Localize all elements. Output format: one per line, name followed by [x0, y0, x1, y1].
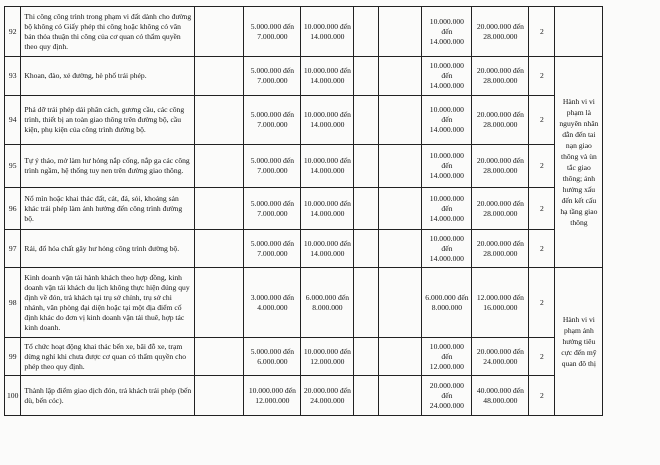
violation-description: Tự ý tháo, mở làm hư hỏng nắp cống, nắp ga các công trình ngầm, hệ thống tuy nen trên đường giao thông. [21, 145, 195, 188]
fine-proposed-min: 10.000.000 đến 14.000.000 [422, 230, 472, 268]
fine-increased: 6.000.000 đến 8.000.000 [301, 268, 354, 338]
table-row [5, 145, 603, 188]
empty-cell [379, 57, 422, 96]
fine-increased: 10.000.000 đến 14.000.000 [301, 7, 354, 57]
empty-cell [379, 376, 422, 416]
table-row [5, 376, 603, 416]
violation-description: Thành lập điểm giao dịch đón, trả khách trái phép (bến dù, bến cóc). [21, 376, 195, 416]
fine-proposed-min: 10.000.000 đến 14.000.000 [422, 7, 472, 57]
empty-cell [379, 338, 422, 376]
empty-cell [354, 188, 379, 230]
empty-cell [354, 145, 379, 188]
fine-current: 5.000.000 đến 7.000.000 [244, 145, 301, 188]
multiplier: 2 [529, 57, 555, 96]
fine-increased: 10.000.000 đến 14.000.000 [301, 145, 354, 188]
fine-proposed-min: 20.000.000 đến 24.000.000 [422, 376, 472, 416]
fine-increased: 10.000.000 đến 14.000.000 [301, 57, 354, 96]
row-number: 95 [5, 145, 21, 188]
fine-current: 5.000.000 đến 6.000.000 [244, 338, 301, 376]
fine-proposed-min: 10.000.000 đến 14.000.000 [422, 145, 472, 188]
fine-increased: 10.000.000 đến 14.000.000 [301, 96, 354, 145]
empty-cell [379, 145, 422, 188]
empty-cell [555, 7, 603, 57]
violation-description: Phá dỡ trái phép dải phân cách, gương cầu, các công trình, thiết bị an toàn giao thông trên đường bộ, cầu kiện, phụ kiện của công trình đường bộ. [21, 96, 195, 145]
table-row [5, 96, 603, 145]
empty-cell [354, 230, 379, 268]
empty-cell [195, 7, 244, 57]
multiplier: 2 [529, 376, 555, 416]
fine-proposed-max: 12.000.000 đến 16.000.000 [472, 268, 529, 338]
fine-increased: 10.000.000 đến 14.000.000 [301, 230, 354, 268]
row-number: 97 [5, 230, 21, 268]
empty-cell [354, 7, 379, 57]
fine-current: 5.000.000 đến 7.000.000 [244, 96, 301, 145]
empty-cell [354, 376, 379, 416]
multiplier: 2 [529, 7, 555, 57]
empty-cell [195, 338, 244, 376]
empty-cell [195, 145, 244, 188]
fine-increased: 10.000.000 đến 14.000.000 [301, 188, 354, 230]
fine-proposed-max: 20.000.000 đến 28.000.000 [472, 145, 529, 188]
empty-cell [379, 268, 422, 338]
row-number: 93 [5, 57, 21, 96]
fine-proposed-min: 10.000.000 đến 12.000.000 [422, 338, 472, 376]
row-number: 100 [5, 376, 21, 416]
empty-cell [195, 230, 244, 268]
empty-cell [195, 57, 244, 96]
empty-cell [195, 188, 244, 230]
fine-proposed-min: 10.000.000 đến 14.000.000 [422, 188, 472, 230]
fine-current: 10.000.000 đến 12.000.000 [244, 376, 301, 416]
violation-description: Nổ mìn hoặc khai thác đất, cát, đá, sỏi, khoáng sản khác trái phép làm ảnh hưởng đến công trình đường bộ. [21, 188, 195, 230]
multiplier: 2 [529, 96, 555, 145]
multiplier: 2 [529, 268, 555, 338]
row-number: 94 [5, 96, 21, 145]
multiplier: 2 [529, 230, 555, 268]
row-number: 98 [5, 268, 21, 338]
table-row [5, 57, 603, 96]
fine-current: 5.000.000 đến 7.000.000 [244, 7, 301, 57]
empty-cell [379, 188, 422, 230]
violation-description: Tổ chức hoạt động khai thác bến xe, bãi đỗ xe, trạm dừng nghỉ khi chưa được cơ quan có thẩm quyền cho phép theo quy định. [21, 338, 195, 376]
empty-cell [354, 57, 379, 96]
fine-current: 5.000.000 đến 7.000.000 [244, 188, 301, 230]
row-number: 99 [5, 338, 21, 376]
fine-current: 5.000.000 đến 7.000.000 [244, 230, 301, 268]
violation-description: Thi công công trình trong phạm vi đất dành cho đường bộ không có Giấy phép thi công hoặc không có văn bản thỏa thuận thi công của cơ quan có thẩm quyền theo quy định. [21, 7, 195, 57]
table-row [5, 268, 603, 338]
empty-cell [379, 96, 422, 145]
fine-proposed-max: 20.000.000 đến 28.000.000 [472, 7, 529, 57]
table-row [5, 230, 603, 268]
violation-description: Khoan, đào, xẻ đường, hè phố trái phép. [21, 57, 195, 96]
multiplier: 2 [529, 338, 555, 376]
multiplier: 2 [529, 145, 555, 188]
empty-cell [354, 96, 379, 145]
fine-current: 3.000.000 đến 4.000.000 [244, 268, 301, 338]
fine-current: 5.000.000 đến 7.000.000 [244, 57, 301, 96]
violation-description: Kinh doanh vận tải hành khách theo hợp đồng, kinh doanh vận tải khách du lịch không thực hiện đúng quy định về đón, trả khách tại trụ sở chính, trụ sở chi nhánh, văn phòng đại diện hoặc tại một địa điểm cố định khác do đơn vị kinh doanh vận tải thuê, hợp tác kinh doanh. [21, 268, 195, 338]
note-urban-aesthetics: Hành vi vi phạm ảnh hưởng tiêu cực đến mỹ quan đô thị [555, 268, 603, 416]
fine-proposed-max: 20.000.000 đến 28.000.000 [472, 57, 529, 96]
fine-proposed-max: 20.000.000 đến 28.000.000 [472, 188, 529, 230]
fine-proposed-min: 10.000.000 đến 14.000.000 [422, 57, 472, 96]
penalty-table [4, 6, 603, 416]
empty-cell [195, 268, 244, 338]
row-number: 92 [5, 7, 21, 57]
violation-description: Rải, đổ hóa chất gây hư hỏng công trình đường bộ. [21, 230, 195, 268]
empty-cell [195, 96, 244, 145]
fine-proposed-max: 20.000.000 đến 28.000.000 [472, 230, 529, 268]
fine-increased: 20.000.000 đến 24.000.000 [301, 376, 354, 416]
empty-cell [354, 338, 379, 376]
fine-proposed-min: 10.000.000 đến 14.000.000 [422, 96, 472, 145]
empty-cell [379, 230, 422, 268]
table-row [5, 338, 603, 376]
table-row [5, 7, 603, 57]
empty-cell [195, 376, 244, 416]
fine-proposed-min: 6.000.000 đến 8.000.000 [422, 268, 472, 338]
multiplier: 2 [529, 188, 555, 230]
fine-increased: 10.000.000 đến 12.000.000 [301, 338, 354, 376]
empty-cell [379, 7, 422, 57]
note-infrastructure: Hành vi vi phạm là nguyên nhân dẫn đến tai nạn giao thông và ùn tắc giao thông; ảnh hưởng xấu đến kết cấu hạ tầng giao thông [555, 57, 603, 268]
empty-cell [354, 268, 379, 338]
table-row [5, 188, 603, 230]
row-number: 96 [5, 188, 21, 230]
fine-proposed-max: 40.000.000 đến 48.000.000 [472, 376, 529, 416]
fine-proposed-max: 20.000.000 đến 28.000.000 [472, 96, 529, 145]
fine-proposed-max: 20.000.000 đến 24.000.000 [472, 338, 529, 376]
